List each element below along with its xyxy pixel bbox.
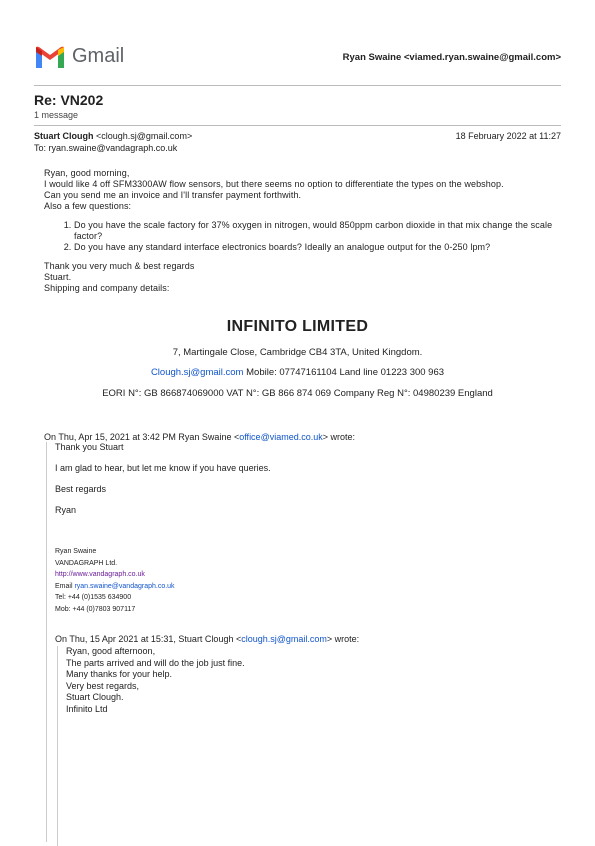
gmail-header <box>34 44 561 70</box>
question-item: 2. Do you have any standard interface electronics boards? Ideally an analogue output for the 0-250 lpm? <box>74 242 554 253</box>
company-registration: EORI N°: GB 866874069000 VAT N°: GB 866 874 069 Company Reg N°: 04980239 England <box>102 388 493 399</box>
signature-website-link[interactable]: http://www.vandagraph.co.uk <box>55 571 145 578</box>
nested-quote-header: On Thu, 15 Apr 2021 at 15:31, Stuart Clough <clough.sj@gmail.com> wrote: <box>55 634 360 644</box>
message-date: 18 February 2022 at 11:27 <box>455 131 561 141</box>
gmail-logo[interactable] <box>34 44 134 70</box>
quoted-line: Best regards <box>55 484 107 494</box>
body-line: Also a few questions: <box>44 201 132 211</box>
gmail-m-icon <box>34 46 66 70</box>
signature-mob: Mob: +44 (0)7803 907117 <box>55 605 136 613</box>
nested-quoted-body <box>66 646 245 715</box>
signature-email-link[interactable]: ryan.swaine@vandagraph.co.uk <box>74 582 175 590</box>
company-phone: Mobile: 07747161104 Land line 01223 300 963 <box>243 367 445 378</box>
nested-quoted-line: The parts arrived and will do the job just fine. <box>66 657 245 668</box>
header-divider <box>34 85 561 86</box>
company-address: 7, Martingale Close, Cambridge CB4 3TA, United Kingdom. <box>172 347 423 358</box>
signature-tel: Tel: +44 (0)1535 634900 <box>55 594 132 601</box>
quote-sender-email-link[interactable]: office@viamed.co.uk <box>239 432 323 442</box>
body-line: Can you send me an invoice and I'll transfer payment forthwith. <box>44 190 302 200</box>
questions-list <box>44 220 554 253</box>
company-contact <box>0 367 595 378</box>
thread-subject: Re: VN202 <box>34 92 104 108</box>
subject-divider <box>34 125 561 126</box>
message-body <box>44 168 554 294</box>
greeting: Ryan, good morning, <box>44 168 130 178</box>
quoted-line: Ryan <box>55 505 77 515</box>
company-email-link[interactable]: Clough.sj@gmail.com <box>150 367 244 378</box>
signature-name: Ryan Swaine <box>55 548 97 555</box>
sender-email: <clough.sj@gmail.com> <box>96 131 193 141</box>
quoted-body <box>55 442 535 516</box>
body-line: I would like 4 off SFM3300AW flow sensors, but there seems no option to differentiate the types on the webshop. <box>44 179 504 189</box>
shipping-line: Shipping and company details: <box>44 283 170 293</box>
signature-company: VANDAGRAPH Ltd. <box>55 559 118 567</box>
nested-quote-email-link[interactable]: clough.sj@gmail.com <box>241 634 327 644</box>
thanks-line: Thank you very much & best regards <box>44 261 195 271</box>
nested-quoted-message <box>57 646 518 846</box>
nested-quoted-line: Infinito Ltd <box>66 703 108 714</box>
sender-name: Stuart Clough <box>34 131 94 141</box>
company-name: INFINITO LIMITED <box>226 318 369 335</box>
quoted-message <box>46 442 547 842</box>
nested-quoted-line: Many thanks for your help. <box>66 669 173 679</box>
quoted-line: Thank you Stuart <box>55 442 124 452</box>
signoff: Stuart. <box>44 272 72 282</box>
question-item: 1. Do you have the scale factory for 37% oxygen in nitrogen, would 850ppm carbon dioxide in that mix change the scale factor? <box>74 220 554 242</box>
recipient-line: To: ryan.swaine@vandagraph.co.uk <box>34 143 178 153</box>
quoted-line: I am glad to hear, but let me know if you have queries. <box>55 463 271 473</box>
sender-line <box>34 131 561 141</box>
quote-header: On Thu, Apr 15, 2021 at 3:42 PM Ryan Swaine <office@viamed.co.uk> wrote: <box>44 432 355 442</box>
email-signature: Ryan Swaine VANDAGRAPH Ltd. http://www.vandagraph.co.uk Email ryan.swaine@vandagraph.co.uk Tel: +44 (0)1535 634900 Mob: +44 (0)7803 907117 <box>55 546 175 615</box>
gmail-wordmark: Gmail <box>72 45 125 67</box>
nested-quoted-line: Stuart Clough. <box>66 692 124 702</box>
nested-quoted-line: Very best regards, <box>66 680 140 691</box>
nested-quoted-line: Ryan, good afternoon, <box>66 646 156 656</box>
account-label: Ryan Swaine <viamed.ryan.swaine@gmail.com> <box>342 52 561 63</box>
message-count: 1 message <box>34 110 79 120</box>
